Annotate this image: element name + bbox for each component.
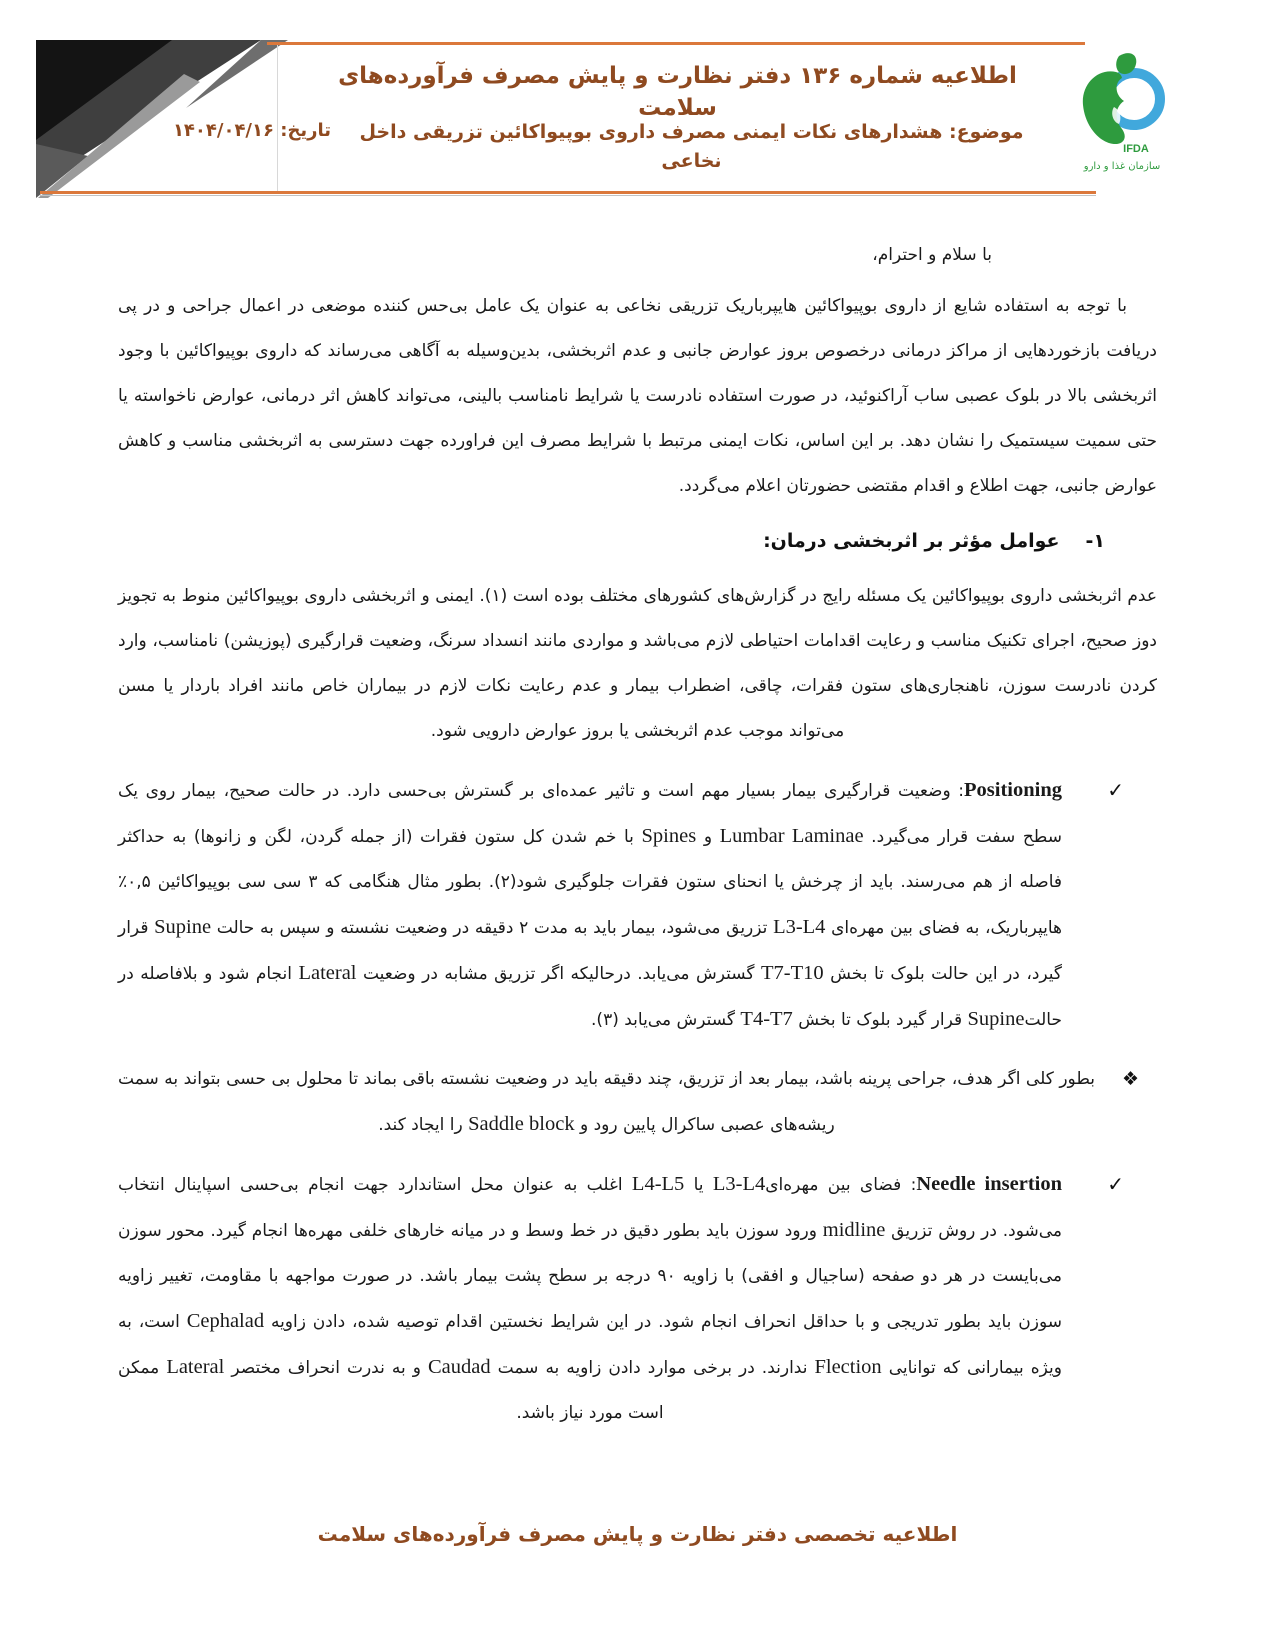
bullet-positioning xyxy=(118,768,1124,1043)
text-run: : وضعیت قرارگیری بیمار بسیار مهم است و تاثیر عمده‌ای بر گسترش بی‌حسی دارد. در حالت صحیح، بیمار روی یک سطح سفت قرار می‌گیرد. xyxy=(118,781,1062,847)
text-run: و به ندرت انحراف مختصر xyxy=(224,1358,428,1378)
latin-term: T7-T10 xyxy=(761,962,824,984)
bullet-saddle-block xyxy=(118,1057,1139,1148)
text-run: ممکن است مورد نیاز باشد. xyxy=(118,1358,664,1423)
header-top-rule xyxy=(267,42,1085,45)
text-run: و xyxy=(696,827,720,847)
header-bottom-rule xyxy=(40,191,1096,196)
check-bullet-marker: ✓ xyxy=(1107,1172,1124,1196)
text-run: یا xyxy=(684,1175,713,1195)
section-1-number: ۱- xyxy=(1085,530,1105,552)
document-body xyxy=(0,205,1275,1436)
ifda-logo-icon xyxy=(1070,52,1174,184)
check-bullet-marker: ✓ xyxy=(1107,778,1124,802)
latin-term: Lumbar Laminae xyxy=(719,825,864,847)
text-run: گسترش می‌یابد. درحالیکه اگر تزریق مشابه در وضعیت xyxy=(356,964,761,984)
text-run: : فضای بین مهره‌ای xyxy=(765,1175,917,1195)
latin-term: Supine xyxy=(967,1008,1025,1030)
bullet-needle-insertion xyxy=(118,1162,1124,1436)
notice-date: تاریخ: ۱۴۰۴/۰۴/۱۶ xyxy=(172,120,332,141)
corner-decoration xyxy=(36,40,326,198)
section-1-title: عوامل مؤثر بر اثربخشی درمان: xyxy=(763,530,1060,552)
latin-term: Lateral xyxy=(298,962,357,984)
diamond-bullet-marker: ❖ xyxy=(1121,1068,1139,1090)
section-1-heading xyxy=(118,519,1105,564)
text-run: ورود سوزن باید بطور دقیق در خط وسط و در میانه خارهای خلفی مهره‌ها انجام گیرد. محور سوزن می‌بایست در هر دو صفحه (ساجیال و افقی) با زاویه ۹۰ درجه بر سطح پشت بیمار باشد. در صورت مواجهه با مقاومت، تغییر زاویه سوزن باید بطور تدریجی و با حداقل انحراف انجام شود. در این شرایط نخستین اقدام توصیه شده، دادن زاویه xyxy=(118,1221,1062,1332)
text-run: قرار گیرد بلوک تا بخش xyxy=(792,1010,968,1030)
text-run: است، به ویژه بیمارانی که توانایی xyxy=(118,1312,1062,1378)
text-run: اغلب به عنوان محل استاندارد جهت انجام بی‌حسی اسپاینال انتخاب می‌شود. در روش تزریق xyxy=(118,1175,1062,1241)
header xyxy=(0,0,1275,205)
latin-term: Caudad xyxy=(427,1356,491,1378)
latin-term: L4-L5 xyxy=(631,1173,685,1195)
bullet-saddle-block-text xyxy=(118,1057,1095,1148)
bullet-positioning-text xyxy=(118,768,1062,1043)
header-cell-divider xyxy=(277,45,278,191)
text-run: را ایجاد کند. xyxy=(378,1115,469,1135)
footer-text: اطلاعیه تخصصی دفتر نظارت و پایش مصرف فرآورده‌های سلامت xyxy=(317,1522,958,1546)
text-run: بطور کلی اگر هدف، جراحی پرینه باشد، بیمار بعد از تزریق، چند دقیقه باید در وضعیت نشسته باقی بماند تا محلول بی حسی بتواند به سمت ریشه‌های عصبی ساکرال پایین رود و xyxy=(118,1069,1095,1135)
ifda-logo xyxy=(1070,52,1174,188)
latin-term: Saddle block xyxy=(468,1113,575,1135)
latin-term: midline xyxy=(822,1219,886,1241)
effectiveness-paragraph: عدم اثربخشی داروی بوپیواکائین یک مسئله رایج در گزارش‌های کشورهای مختلف بوده است (۱). ایمنی و اثربخشی داروی بوپیواکائین منوط به تجویز دوز صحیح، اجرای تکنیک مناسب و رعایت اقدامات احتیاطی لازم می‌باشد و مواردی مانند انسداد سرنگ، وضعیت قرارگیری (پوزیشن) نامناسب، وارد کردن نادرست سوزن، ناهنجاری‌های ستون فقرات، چاقی، اضطراب بیمار و عدم رعایت نکات لازم در بیماران خاص مانند افراد باردار یا مسن می‌تواند موجب عدم اثربخشی یا بروز عوارض دارویی شود. xyxy=(118,586,1157,741)
latin-term: Cephalad xyxy=(186,1310,265,1332)
intro-paragraph: با توجه به استفاده شایع از داروی بوپیواکائین هایپرباریک تزریقی نخاعی به عنوان یک عامل بی‌حس کننده موضعی در اعمال جراحی و در پی دریافت بازخوردهایی از مراکز درمانی درخصوص بروز عوارض جانبی و عدم اثربخشی، بدین‌وسیله به آگاهی می‌رساند که داروی بوپیواکائین با وجود اثربخشی بالا در بلوک عصبی ساب آراکنوئید، در صورت استفاده نادرست یا شرایط نامناسب بالینی، می‌تواند کاهش اثر درمانی، عوارض ناخواسته یا حتی سمیت سیستمیک را نشان دهد. بر این اساس، نکات ایمنی مرتبط با شرایط مصرف این فراورده جهت دسترسی به اثربخشی مناسب و کاهش عوارض جانبی، جهت اطلاع و اقدام مقتضی حضورتان اعلام می‌گردد. xyxy=(118,296,1157,496)
notice-subject: موضوع: هشدارهای نکات ایمنی مصرف داروی بوپیواکائین تزریقی داخل نخاعی xyxy=(359,121,1024,172)
latin-term: Supine xyxy=(154,916,212,938)
ifda-logo-org-name: سازمان غذا و دارو xyxy=(1083,161,1161,172)
latin-term: Positioning xyxy=(964,779,1062,801)
text-run: تزریق می‌شود، بیمار باید به مدت ۲ دقیقه در وضعیت نشسته و سپس به حالت xyxy=(211,918,774,938)
latin-term: Lateral xyxy=(166,1356,225,1378)
footer xyxy=(0,1522,1275,1546)
bullet-needle-insertion-text xyxy=(118,1162,1062,1436)
text-run: قرار گیرد، در این حالت بلوک تا بخش xyxy=(118,918,1062,984)
latin-term: Spines xyxy=(641,825,697,847)
text-run: ندارند. در برخی موارد دادن زاویه به سمت xyxy=(490,1358,815,1378)
latin-term: Flection xyxy=(814,1356,882,1378)
notice-title: اطلاعیه شماره ۱۳۶ دفتر نظارت و پایش مصرف فرآورده‌های سلامت xyxy=(338,63,1017,122)
latin-term: Needle insertion xyxy=(916,1173,1062,1195)
text-run: با خم شدن کل ستون فقرات (از جمله گردن، لگن و زانوها) به حداکثر فاصله از هم می‌رسند. باید از چرخش یا انحنای ستون فقرات جلوگیری شود(۲). بطور مثال هنگامی که ۳ سی سی بوپیواکائین ۰,۵٪ هایپرباریک، به فضای بین مهره‌ای xyxy=(118,827,1062,938)
latin-term: L3-L4 xyxy=(773,916,826,938)
text-run: انجام شود و بلافاصله در حالت xyxy=(118,964,1062,1030)
latin-term: T4-T7 xyxy=(740,1008,793,1030)
latin-term: L3-L4 xyxy=(712,1173,766,1195)
ifda-logo-acronym: IFDA xyxy=(1123,143,1149,155)
greeting-line: با سلام و احترام، xyxy=(872,245,992,265)
text-run: گسترش می‌یابد (۳). xyxy=(591,1010,741,1030)
